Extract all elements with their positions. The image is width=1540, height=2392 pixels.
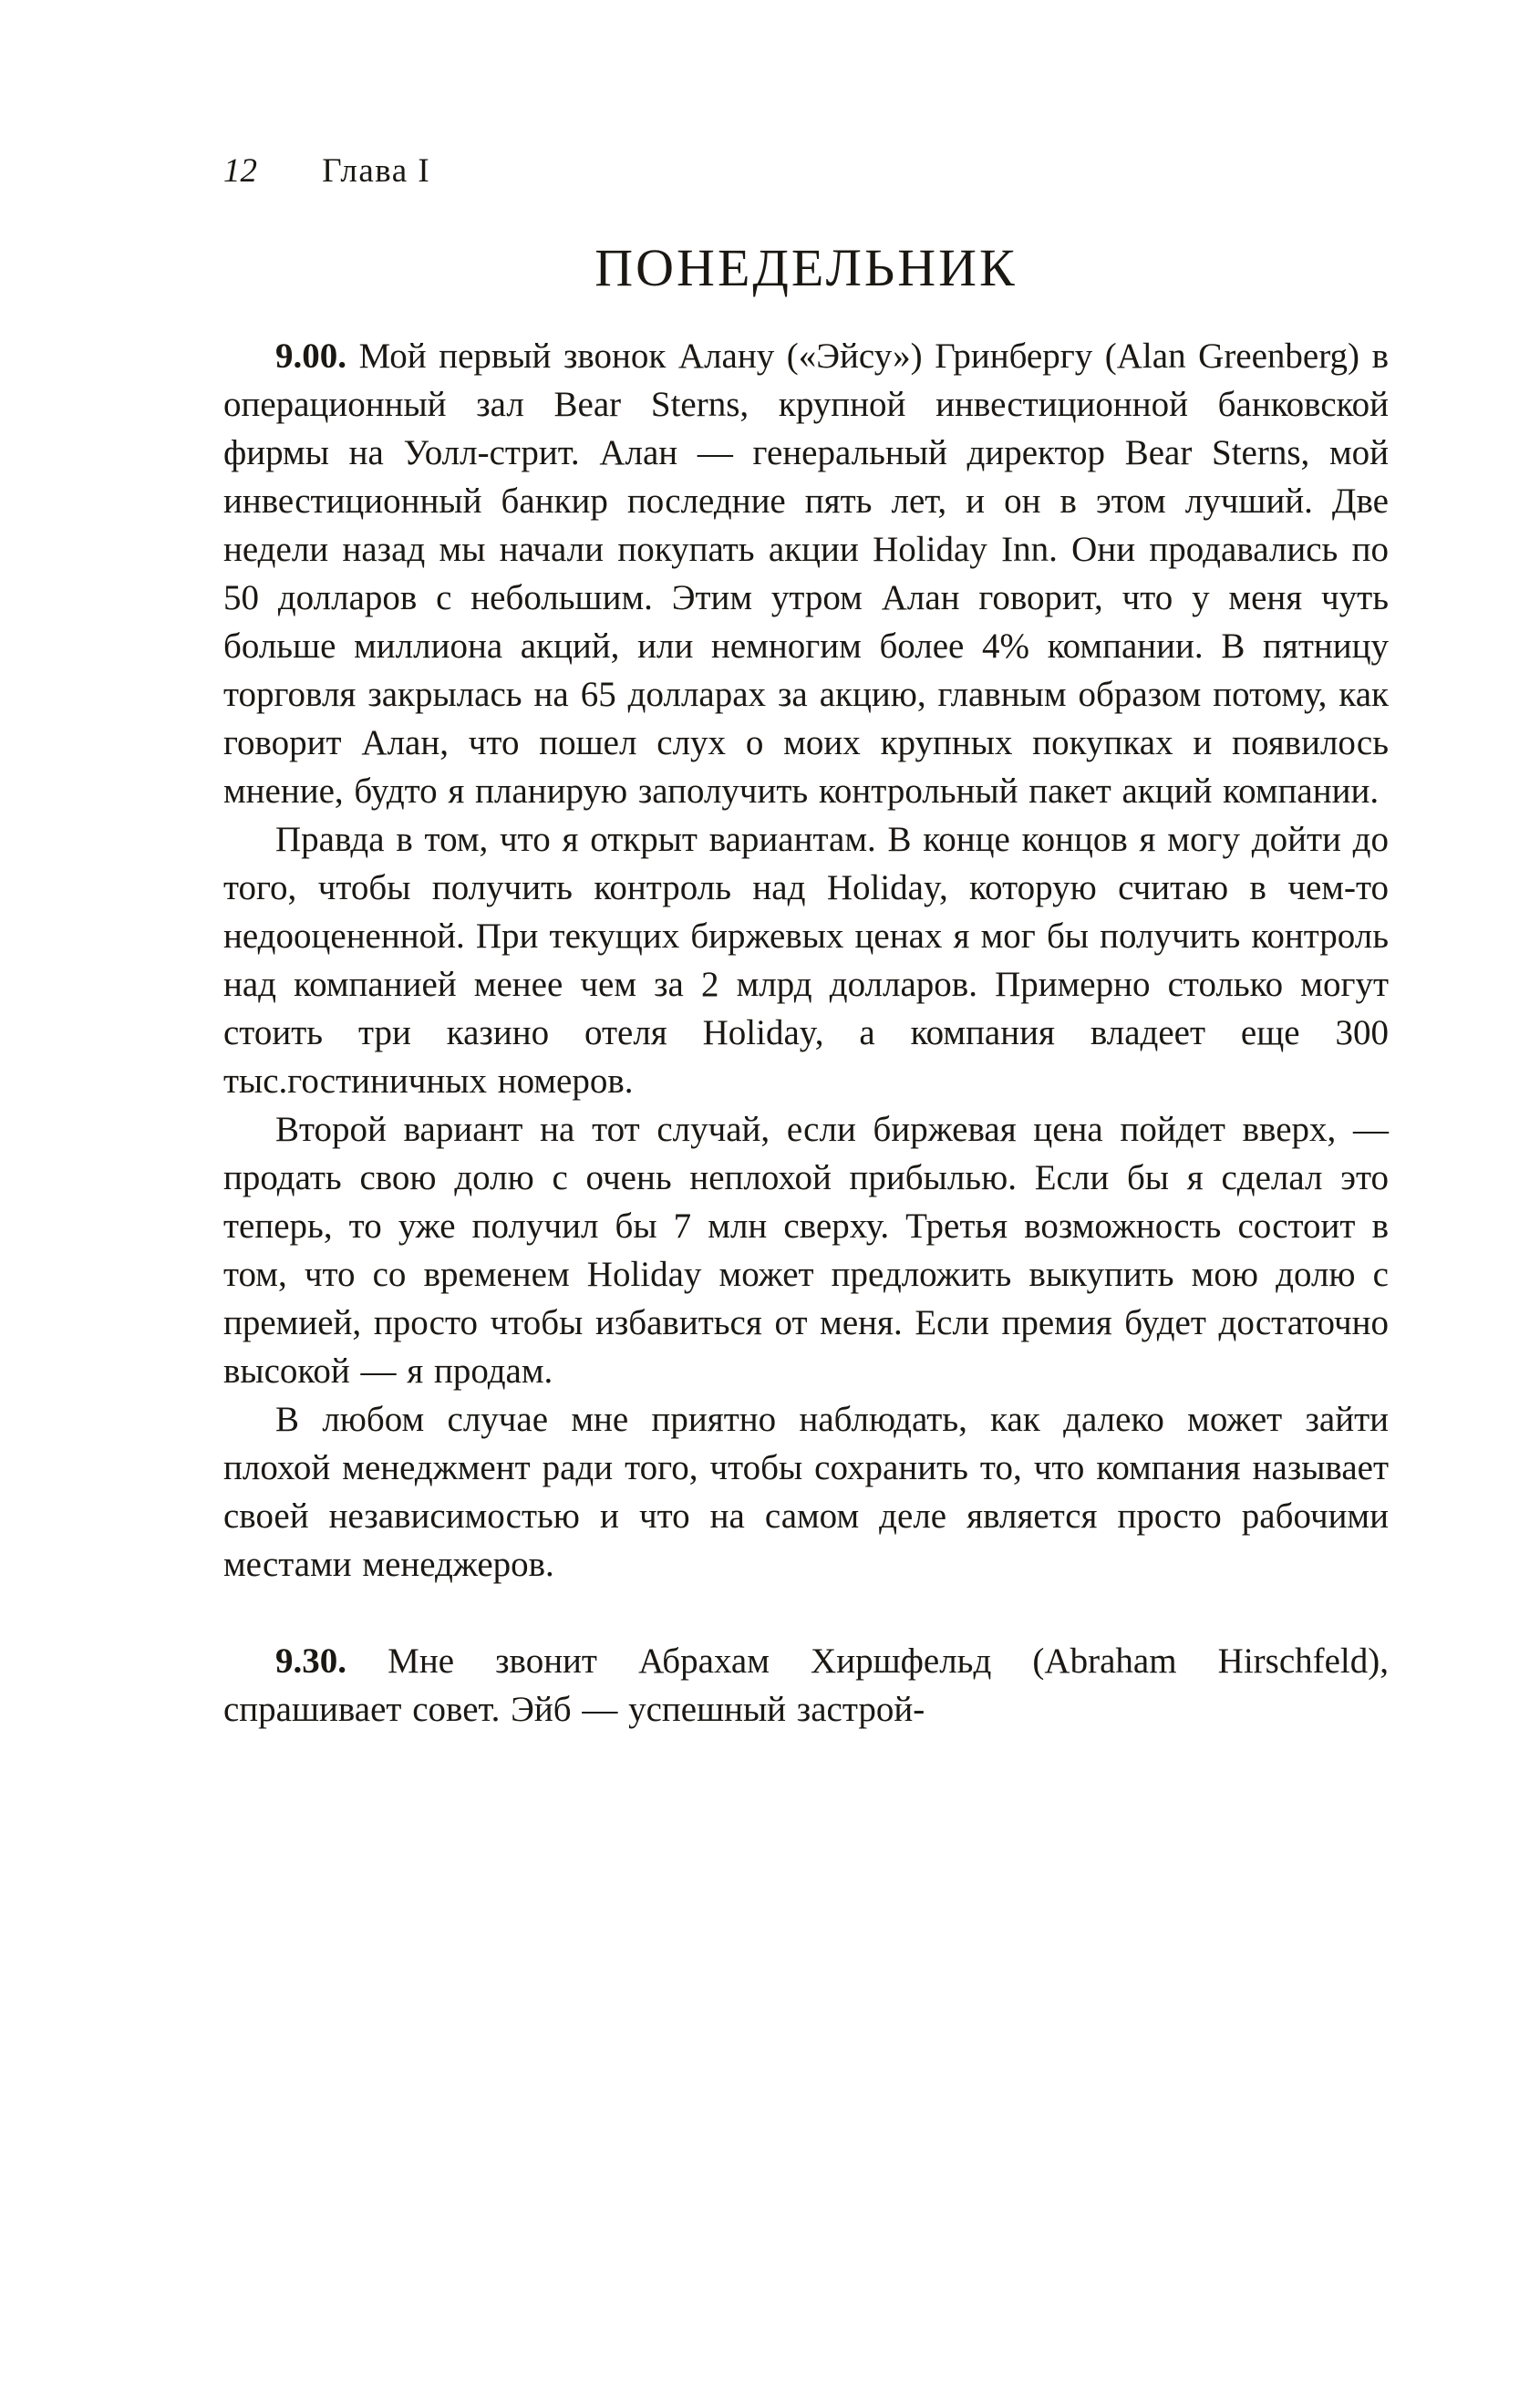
- paragraph: Правда в том, что я открыт вариантам. В конце концов я могу дойти до того, чтобы получить контроль над Holiday, которую считаю в чем-то недооцененной. При текущих биржевых ценах я мог бы получить контроль над компанией менее чем за 2 млрд долларов. Примерно столько могут стоить три казино отеля Holiday, а компания владеет еще 300 тыс.гостиничных номеров.: [223, 820, 1389, 1101]
- time-label: 9.00.: [275, 337, 359, 376]
- section-title: ПОНЕДЕЛЬНИК: [594, 238, 1018, 297]
- paragraph: 9.00. Мой первый звонок Алану («Эйсу») Гринбергу (Alan Greenberg) в операционный зал Bear Sterns, крупной инвестиционной банковской фирмы на Уолл-стрит. Алан — генеральный директор Bear Sterns, мой инвестиционный банкир последние пять лет, и он в этом лучший. Две недели назад мы начали покупать акции Holiday Inn. Они продавались по 50 долларов с небольшим. Этим утром Алан говорит, что у меня чуть больше миллиона акций, или немногим более 4% компании. В пятницу торговля закрылась на 65 долларах за акцию, главным образом потому, как говорит Алан, что пошел слух о моих крупных покупках и появилось мнение, будто я планирую заполучить контрольный пакет акций компании.: [223, 337, 1389, 811]
- paragraph: 9.30. Мне звонит Абрахам Хиршфельд (Abraham Hirschfeld), спрашивает совет. Эйб — успешный застрой-: [223, 1641, 1390, 1729]
- chapter-label: Глава I: [322, 152, 431, 190]
- body-text: [223, 332, 1389, 1734]
- running-header: [223, 153, 1389, 190]
- page-number: 12: [223, 152, 257, 190]
- paragraph: Второй вариант на тот случай, если биржевая цена пойдет вверх, — продать свою долю с очень неплохой прибылью. Если бы я сделал это теперь, то уже получил бы 7 млн сверху. Третья возможность состоит в том, что со временем Holiday может предложить выкупить мою долю с премией, просто чтобы избавиться от меня. Если премия будет достаточно высокой — я продам.: [223, 1110, 1389, 1391]
- paragraph: В любом случае мне приятно наблюдать, как далеко может зайти плохой менеджмент ради того, чтобы сохранить то, что компания называет своей независимостью и что на самом деле является просто рабочими местами менеджеров.: [223, 1400, 1389, 1584]
- time-label: 9.30.: [275, 1641, 388, 1681]
